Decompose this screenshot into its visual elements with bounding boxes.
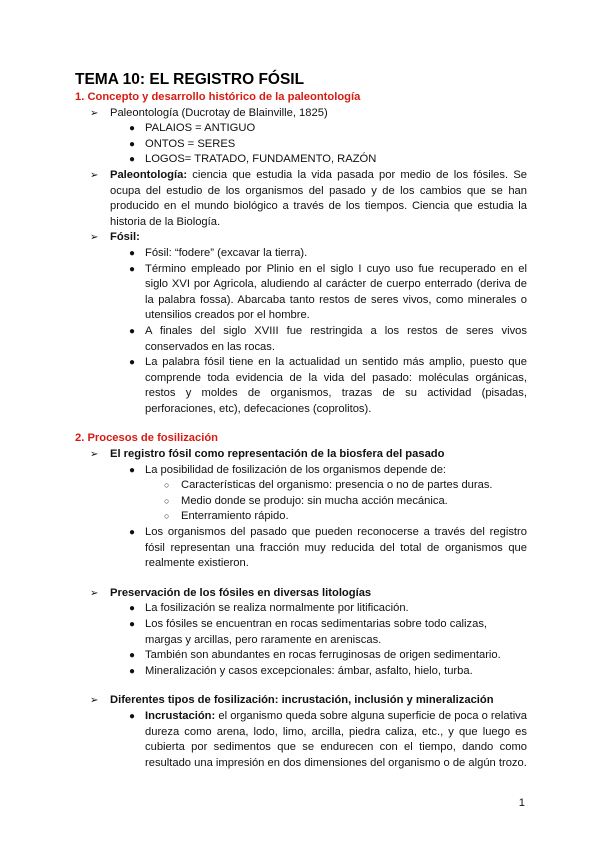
circle-bullet-icon: ○	[164, 511, 170, 522]
arrow-bullet-icon: ➢	[90, 107, 99, 119]
list-item: ● La fosilización se realiza normalmente por litificación.	[75, 601, 527, 617]
section-2-list	[75, 447, 527, 463]
arrow-bullet-icon: ➢	[90, 232, 99, 244]
spacer	[75, 572, 527, 586]
bullet-icon: ●	[129, 325, 136, 337]
list-item: ● LOGOS= TRATADO, FUNDAMENTO, RAZÓN	[75, 152, 527, 168]
list-item: ● También son abundantes en rocas ferruginosas de origen sedimentario.	[75, 648, 527, 664]
list-item: ➢ El registro fósil como representación de la biosfera del pasado	[75, 447, 527, 463]
document-title: TEMA 10: EL REGISTRO FÓSIL	[75, 71, 305, 88]
preservation-list	[75, 601, 527, 679]
bullet-icon: ●	[129, 123, 136, 135]
preservation-heading-list	[75, 586, 527, 602]
fossil-list	[75, 246, 527, 418]
bullet-icon: ●	[129, 710, 136, 722]
etymology-list	[75, 121, 527, 168]
list-item: ● A finales del siglo XVIII fue restringida a los restos de seres vivos conservados en las rocas.	[129, 324, 527, 353]
list-item: ● La palabra fósil tiene en la actualidad un sentido más amplio, puesto que comprende toda evidencia de la vida del pasado: moléculas orgánicas, restos y moldes de organismos, trazas de su actividad (pisadas, perforaciones, etc), defecaciones (coprolitos).	[129, 356, 527, 415]
bullet-icon: ●	[129, 247, 136, 259]
circle-bullet-icon: ○	[164, 495, 170, 506]
biosphere-list-cont	[75, 525, 527, 572]
list-item: ● Los organismos del pasado que pueden reconocerse a través del registro fósil representan una fracción muy reducida del total de organismos que realmente existieron.	[129, 526, 527, 570]
list-item: ● Término empleado por Plinio en el siglo I cuyo uso fue recuperado en el siglo XVI por Agricola, aludiendo al carácter de cuerpo enterrado (deriva de la palabra fossa). Abarcaba tanto restos de seres vivos, como minerales o utensilios creados por el hombre.	[129, 262, 527, 322]
list-item: ● Mineralización y casos excepcionales: ámbar, asfalto, hielo, turba.	[75, 664, 527, 680]
bullet-icon: ●	[129, 154, 136, 166]
list-item: ○ Medio donde se produjo: sin mucha acción mecánica.	[75, 494, 527, 510]
biosphere-list	[75, 463, 527, 479]
bullet-icon: ●	[129, 357, 136, 369]
arrow-bullet-icon: ➢	[90, 695, 99, 707]
arrow-bullet-icon: ➢	[90, 587, 99, 599]
bullet-icon: ●	[129, 464, 136, 476]
list-item: ○ Enterramiento rápido.	[75, 509, 527, 525]
bullet-icon: ●	[129, 527, 136, 539]
list-item: ➢ Diferentes tipos de fosilización: incrustación, inclusión y mineralización	[75, 693, 527, 709]
conditions-list	[75, 478, 527, 525]
list-item: ● Incrustación: el organismo queda sobre alguna superficie de poca o relativa dureza como arena, lodo, limo, arcilla, piedra caliza, etc., y que luego es cubierta por sedimentos que se endurecen con el tiempo, dando como resultado una impresión en dos dimensiones del organismo o de algún trozo.	[129, 709, 527, 769]
document-page	[75, 70, 527, 771]
types-heading-list	[75, 693, 527, 709]
list-item: ➢ Paleontología (Ducrotay de Blainville, 1825)	[75, 106, 527, 122]
bullet-icon: ●	[129, 138, 136, 150]
list-item: ● Los fósiles se encuentran en rocas sedimentarias sobre todo calizas, margas y arcillas, pero raramente en areniscas.	[129, 618, 488, 646]
list-item: ○ Características del organismo: presencia o no de partes duras.	[75, 478, 527, 494]
bullet-icon: ●	[129, 650, 136, 662]
list-item: ➢ Preservación de los fósiles en diversas litologías	[75, 586, 527, 602]
section-1-heading: 1. Concepto y desarrollo histórico de la paleontología	[75, 91, 361, 103]
circle-bullet-icon: ○	[164, 480, 170, 491]
list-item: ● La posibilidad de fosilización de los organismos depende de:	[75, 463, 527, 479]
list-item: ● Fósil: “fodere” (excavar la tierra).	[75, 246, 527, 262]
list-item: ● ONTOS = SERES	[75, 137, 527, 153]
arrow-bullet-icon: ➢	[90, 449, 99, 461]
section-2-heading: 2. Procesos de fosilización	[75, 432, 219, 445]
arrow-bullet-icon: ➢	[90, 169, 99, 181]
section-1-list-cont	[75, 168, 527, 246]
spacer	[75, 679, 527, 693]
page-number: 1	[518, 797, 525, 809]
list-item: ➢ Paleontología: ciencia que estudia la vida pasada por medio de los fósiles. Se ocupa del estudio de los organismos del pasado y de los cambios que se han producido en el mundo biológico a través de los tiempos. Ciencia que estudia la historia de la Biología.	[90, 168, 527, 228]
types-list	[75, 709, 527, 771]
list-item: ➢ Fósil:	[75, 230, 527, 246]
bullet-icon: ●	[129, 619, 136, 630]
bullet-icon: ●	[129, 665, 136, 677]
list-item: ● PALAIOS = ANTIGUO	[75, 121, 527, 137]
bullet-icon: ●	[129, 603, 136, 615]
section-1-list	[75, 106, 527, 122]
bullet-icon: ●	[129, 263, 136, 275]
